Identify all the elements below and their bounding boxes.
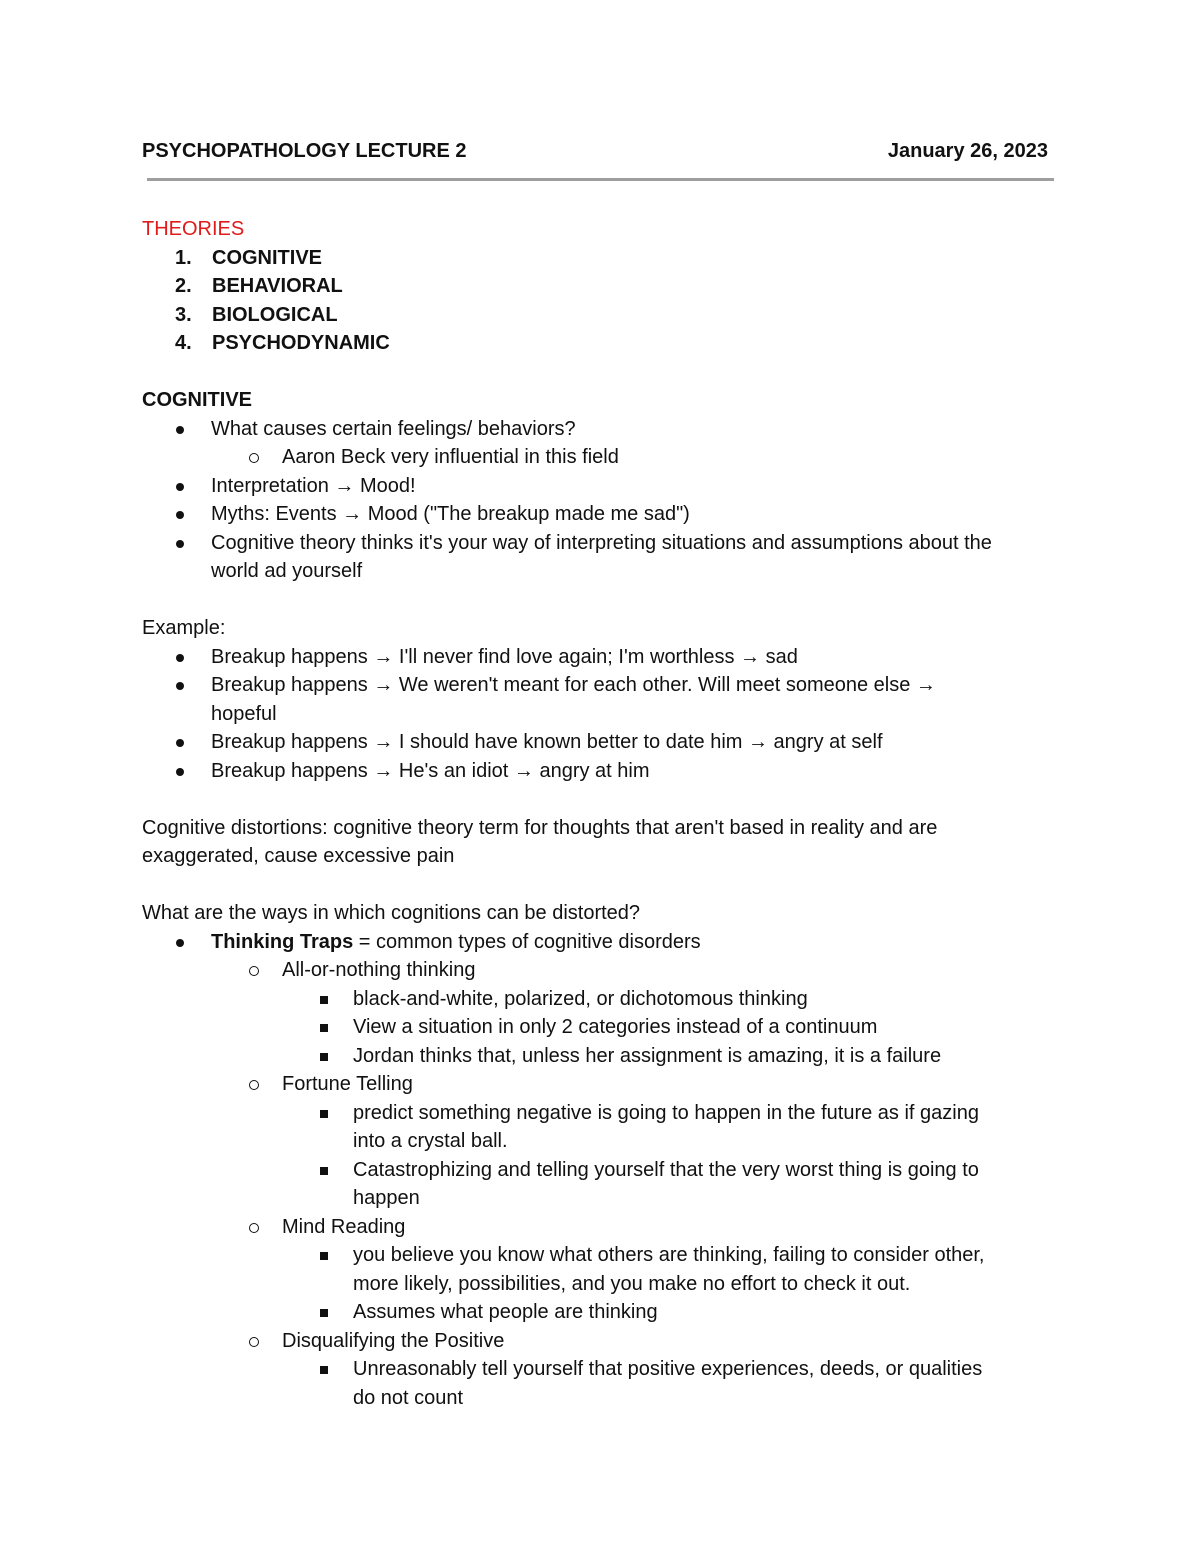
list-item xyxy=(142,985,1062,1014)
bullet-circle-icon xyxy=(249,1080,259,1090)
list-item-text: Breakup happens → I'll never find love again; I'm worthless → sad xyxy=(211,645,798,668)
bullet-square-icon xyxy=(320,1024,328,1032)
list-item xyxy=(142,1070,1062,1099)
list-item-text: Myths: Events → Mood ("The breakup made me sad") xyxy=(211,503,690,525)
document-title: PSYCHOPATHOLOGY LECTURE 2 xyxy=(142,140,467,162)
list-item xyxy=(142,1156,1062,1185)
bullet-disc-icon xyxy=(176,483,184,491)
list-item-text: Breakup happens → He's an idiot → angry at him xyxy=(211,759,650,782)
list-item-continuation xyxy=(142,700,1062,729)
list-item-text: Catastrophizing and telling yourself that the very worst thing is going to xyxy=(353,1158,979,1181)
list-item xyxy=(142,529,1062,558)
list-item-text: What causes certain feelings/ behaviors? xyxy=(211,417,576,440)
theory-number: 3. xyxy=(175,303,192,326)
list-item-text: = common types of cognitive disorders xyxy=(353,930,701,953)
list-item xyxy=(142,643,1062,672)
list-item xyxy=(142,1355,1062,1384)
list-item xyxy=(142,472,1062,501)
bullet-square-icon xyxy=(320,1110,328,1118)
list-item xyxy=(142,443,1062,472)
list-item-text: Cognitive theory thinks it's your way of interpreting situations and assumptions about the xyxy=(211,531,992,554)
theory-item xyxy=(142,301,1062,330)
theory-item xyxy=(142,244,1062,273)
list-item xyxy=(142,757,1062,786)
list-item-continuation xyxy=(142,1184,1062,1213)
bullet-square-icon xyxy=(320,996,328,1004)
theory-item xyxy=(142,329,1062,358)
bullet-disc-icon xyxy=(176,540,184,548)
list-item xyxy=(142,1042,1062,1071)
spacer xyxy=(142,871,1062,900)
list-item-text: predict something negative is going to happen in the future as if gazing xyxy=(353,1101,979,1124)
spacer xyxy=(142,785,1062,814)
list-item-text: world ad yourself xyxy=(211,560,363,582)
list-item xyxy=(142,671,1062,700)
list-item-text: happen xyxy=(353,1187,420,1209)
ways-question: What are the ways in which cognitions can be distorted? xyxy=(142,902,641,924)
theories-heading: THEORIES xyxy=(142,218,245,240)
theory-label: PSYCHODYNAMIC xyxy=(212,332,390,354)
bullet-disc-icon xyxy=(176,426,184,434)
list-item xyxy=(142,1298,1062,1327)
bullet-disc-icon xyxy=(176,768,184,776)
list-item xyxy=(142,415,1062,444)
theory-label: COGNITIVE xyxy=(212,246,323,269)
header-divider xyxy=(147,178,1054,181)
theory-number: 1. xyxy=(175,246,192,269)
bullet-disc-icon xyxy=(176,654,184,662)
bullet-circle-icon xyxy=(249,453,259,463)
list-item-text: Aaron Beck very influential in this field xyxy=(282,446,619,468)
list-item-text: Fortune Telling xyxy=(282,1073,413,1095)
document-body xyxy=(142,215,1062,1412)
list-item-text: more likely, possibilities, and you make no effort to check it out. xyxy=(353,1272,911,1295)
list-item-text: Disqualifying the Positive xyxy=(282,1329,505,1352)
list-item-continuation xyxy=(142,1270,1062,1299)
bullet-circle-icon xyxy=(249,966,259,976)
list-item xyxy=(142,928,1062,957)
bullet-disc-icon xyxy=(176,939,184,947)
list-item xyxy=(142,1099,1062,1128)
list-item xyxy=(142,1241,1062,1270)
list-item-text: Assumes what people are thinking xyxy=(353,1301,658,1323)
bullet-disc-icon xyxy=(176,739,184,747)
bullet-square-icon xyxy=(320,1167,328,1175)
distortions-paragraph: exaggerated, cause excessive pain xyxy=(142,845,455,867)
list-item-text: hopeful xyxy=(211,702,277,725)
bullet-square-icon xyxy=(320,1309,328,1317)
bullet-disc-icon xyxy=(176,511,184,519)
list-item-continuation xyxy=(142,557,1062,586)
theory-label: BEHAVIORAL xyxy=(212,275,343,297)
page-header xyxy=(142,140,1048,170)
thinking-traps-term: Thinking Traps xyxy=(211,930,354,953)
list-item-text: into a crystal ball. xyxy=(353,1130,508,1152)
bullet-square-icon xyxy=(320,1053,328,1061)
spacer xyxy=(142,358,1062,387)
list-item-text: Breakup happens → I should have known better to date him → angry at self xyxy=(211,731,883,753)
bullet-disc-icon xyxy=(176,682,184,690)
list-item xyxy=(142,1213,1062,1242)
list-item xyxy=(142,1013,1062,1042)
list-item xyxy=(142,1327,1062,1356)
bullet-circle-icon xyxy=(249,1223,259,1233)
list-item-continuation xyxy=(142,1127,1062,1156)
list-item-text: Breakup happens → We weren't meant for each other. Will meet someone else → xyxy=(211,674,936,696)
list-item-text: Jordan thinks that, unless her assignment is amazing, it is a failure xyxy=(353,1044,942,1067)
theory-number: 4. xyxy=(175,332,192,354)
list-item-text: View a situation in only 2 categories instead of a continuum xyxy=(353,1016,878,1038)
list-item-continuation xyxy=(142,1384,1062,1413)
example-label: Example: xyxy=(142,617,226,639)
theory-label: BIOLOGICAL xyxy=(212,303,338,326)
distortions-paragraph: Cognitive distortions: cognitive theory term for thoughts that aren't based in reality and are xyxy=(142,816,938,839)
list-item-text: Interpretation → Mood! xyxy=(211,474,416,497)
list-item xyxy=(142,956,1062,985)
spacer xyxy=(142,586,1062,615)
list-item-text: Mind Reading xyxy=(282,1215,406,1238)
theory-number: 2. xyxy=(175,275,192,297)
list-item-text: you believe you know what others are thinking, failing to consider other, xyxy=(353,1244,985,1266)
list-item xyxy=(142,728,1062,757)
cognitive-heading: COGNITIVE xyxy=(142,389,253,411)
list-item-text: do not count xyxy=(353,1386,464,1409)
bullet-square-icon xyxy=(320,1366,328,1374)
document-date: January 26, 2023 xyxy=(887,140,1048,162)
list-item-text: black-and-white, polarized, or dichotomous thinking xyxy=(353,987,808,1010)
theory-item xyxy=(142,272,1062,301)
bullet-circle-icon xyxy=(249,1337,259,1347)
list-item xyxy=(142,500,1062,529)
list-item-text: All-or-nothing thinking xyxy=(282,959,476,981)
bullet-square-icon xyxy=(320,1252,328,1260)
list-item-text: Unreasonably tell yourself that positive experiences, deeds, or qualities xyxy=(353,1358,983,1380)
